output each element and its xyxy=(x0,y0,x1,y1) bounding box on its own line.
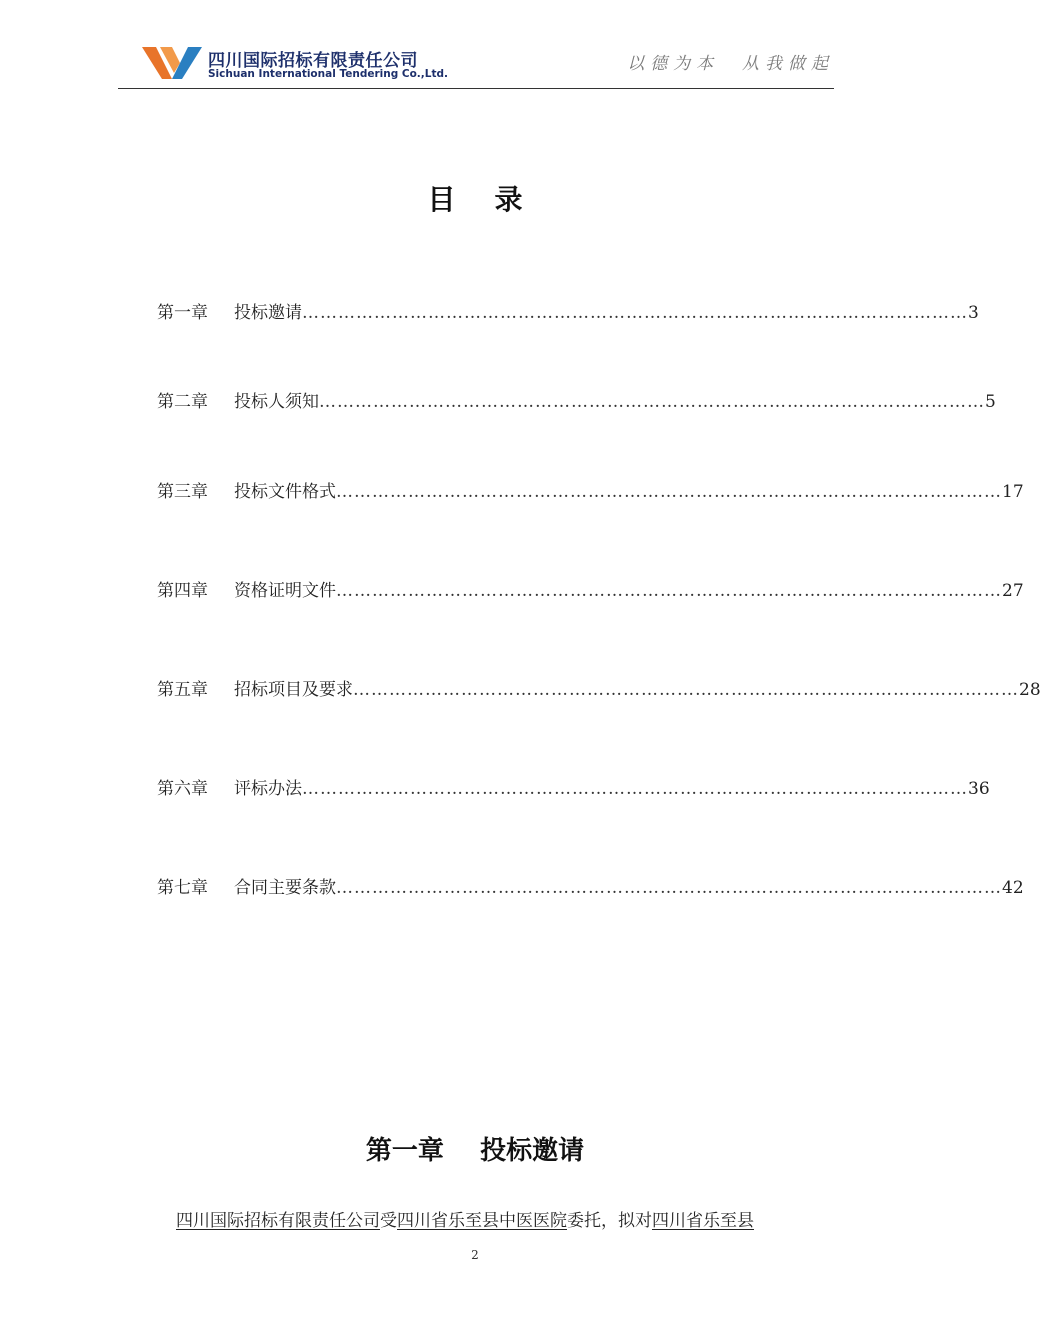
toc-leader-dots: ………………………………………………………………………………………………… xyxy=(336,581,1002,601)
intro-project-name: 四川省乐至县 xyxy=(652,1211,754,1231)
company-logo-icon xyxy=(142,43,204,83)
toc-chapter-number: 第六章 xyxy=(157,779,208,799)
toc-item-chapter-3[interactable] xyxy=(157,477,1024,503)
company-slogan: 以德为本 从我做起 xyxy=(627,54,834,74)
toc-chapter-number: 第二章 xyxy=(157,392,208,412)
toc-leader-dots: ………………………………………………………………………………………………… xyxy=(302,303,968,323)
toc-title: 目 录 xyxy=(427,183,523,216)
toc-chapter-number: 第七章 xyxy=(157,878,208,898)
toc-chapter-name: 合同主要条款 xyxy=(234,878,336,898)
toc-item-chapter-5[interactable] xyxy=(157,675,1041,701)
toc-chapter-number: 第一章 xyxy=(157,303,208,323)
toc-leader-dots: ………………………………………………………………………………………………… xyxy=(336,482,1002,502)
page-number: 2 xyxy=(471,1248,479,1262)
toc-chapter-name: 评标办法 xyxy=(234,779,302,799)
toc-chapter-number: 第四章 xyxy=(157,581,208,601)
toc-item-chapter-1[interactable] xyxy=(157,298,979,324)
toc-page-number: 28 xyxy=(1019,680,1041,700)
toc-chapter-name: 资格证明文件 xyxy=(234,581,336,601)
company-name-en: Sichuan International Tendering Co.,Ltd. xyxy=(208,68,448,80)
toc-leader-dots: ………………………………………………………………………………………………… xyxy=(336,878,1002,898)
company-name-cn: 四川国际招标有限责任公司 xyxy=(208,51,418,71)
toc-item-chapter-4[interactable] xyxy=(157,576,1024,602)
toc-page-number: 17 xyxy=(1002,482,1024,502)
toc-item-chapter-2[interactable] xyxy=(157,387,996,413)
intro-client-name: 四川省乐至县中医医院 xyxy=(397,1211,567,1231)
toc-page-number: 5 xyxy=(985,392,996,412)
toc-item-chapter-6[interactable] xyxy=(157,774,990,800)
page-header xyxy=(118,38,834,89)
intro-text: 委托，拟对 xyxy=(567,1211,652,1231)
intro-agency-name: 四川国际招标有限责任公司 xyxy=(176,1211,380,1231)
toc-leader-dots: ………………………………………………………………………………………………… xyxy=(353,680,1019,700)
toc-chapter-number: 第五章 xyxy=(157,680,208,700)
toc-page-number: 36 xyxy=(968,779,990,799)
toc-page-number: 42 xyxy=(1002,878,1024,898)
toc-chapter-name: 招标项目及要求 xyxy=(234,680,353,700)
toc-chapter-number: 第三章 xyxy=(157,482,208,502)
toc-page-number: 3 xyxy=(968,303,979,323)
toc-leader-dots: ………………………………………………………………………………………………… xyxy=(302,779,968,799)
toc-chapter-name: 投标文件格式 xyxy=(234,482,336,502)
toc-leader-dots: ………………………………………………………………………………………………… xyxy=(319,392,985,412)
chapter-one-title: 第一章 投标邀请 xyxy=(365,1136,585,1166)
intro-text: 受 xyxy=(380,1211,397,1231)
chapter-one-intro-paragraph xyxy=(176,1206,754,1231)
toc-item-chapter-7[interactable] xyxy=(157,873,1024,899)
toc-chapter-name: 投标邀请 xyxy=(234,303,302,323)
toc-page-number: 27 xyxy=(1002,581,1024,601)
toc-chapter-name: 投标人须知 xyxy=(234,392,319,412)
